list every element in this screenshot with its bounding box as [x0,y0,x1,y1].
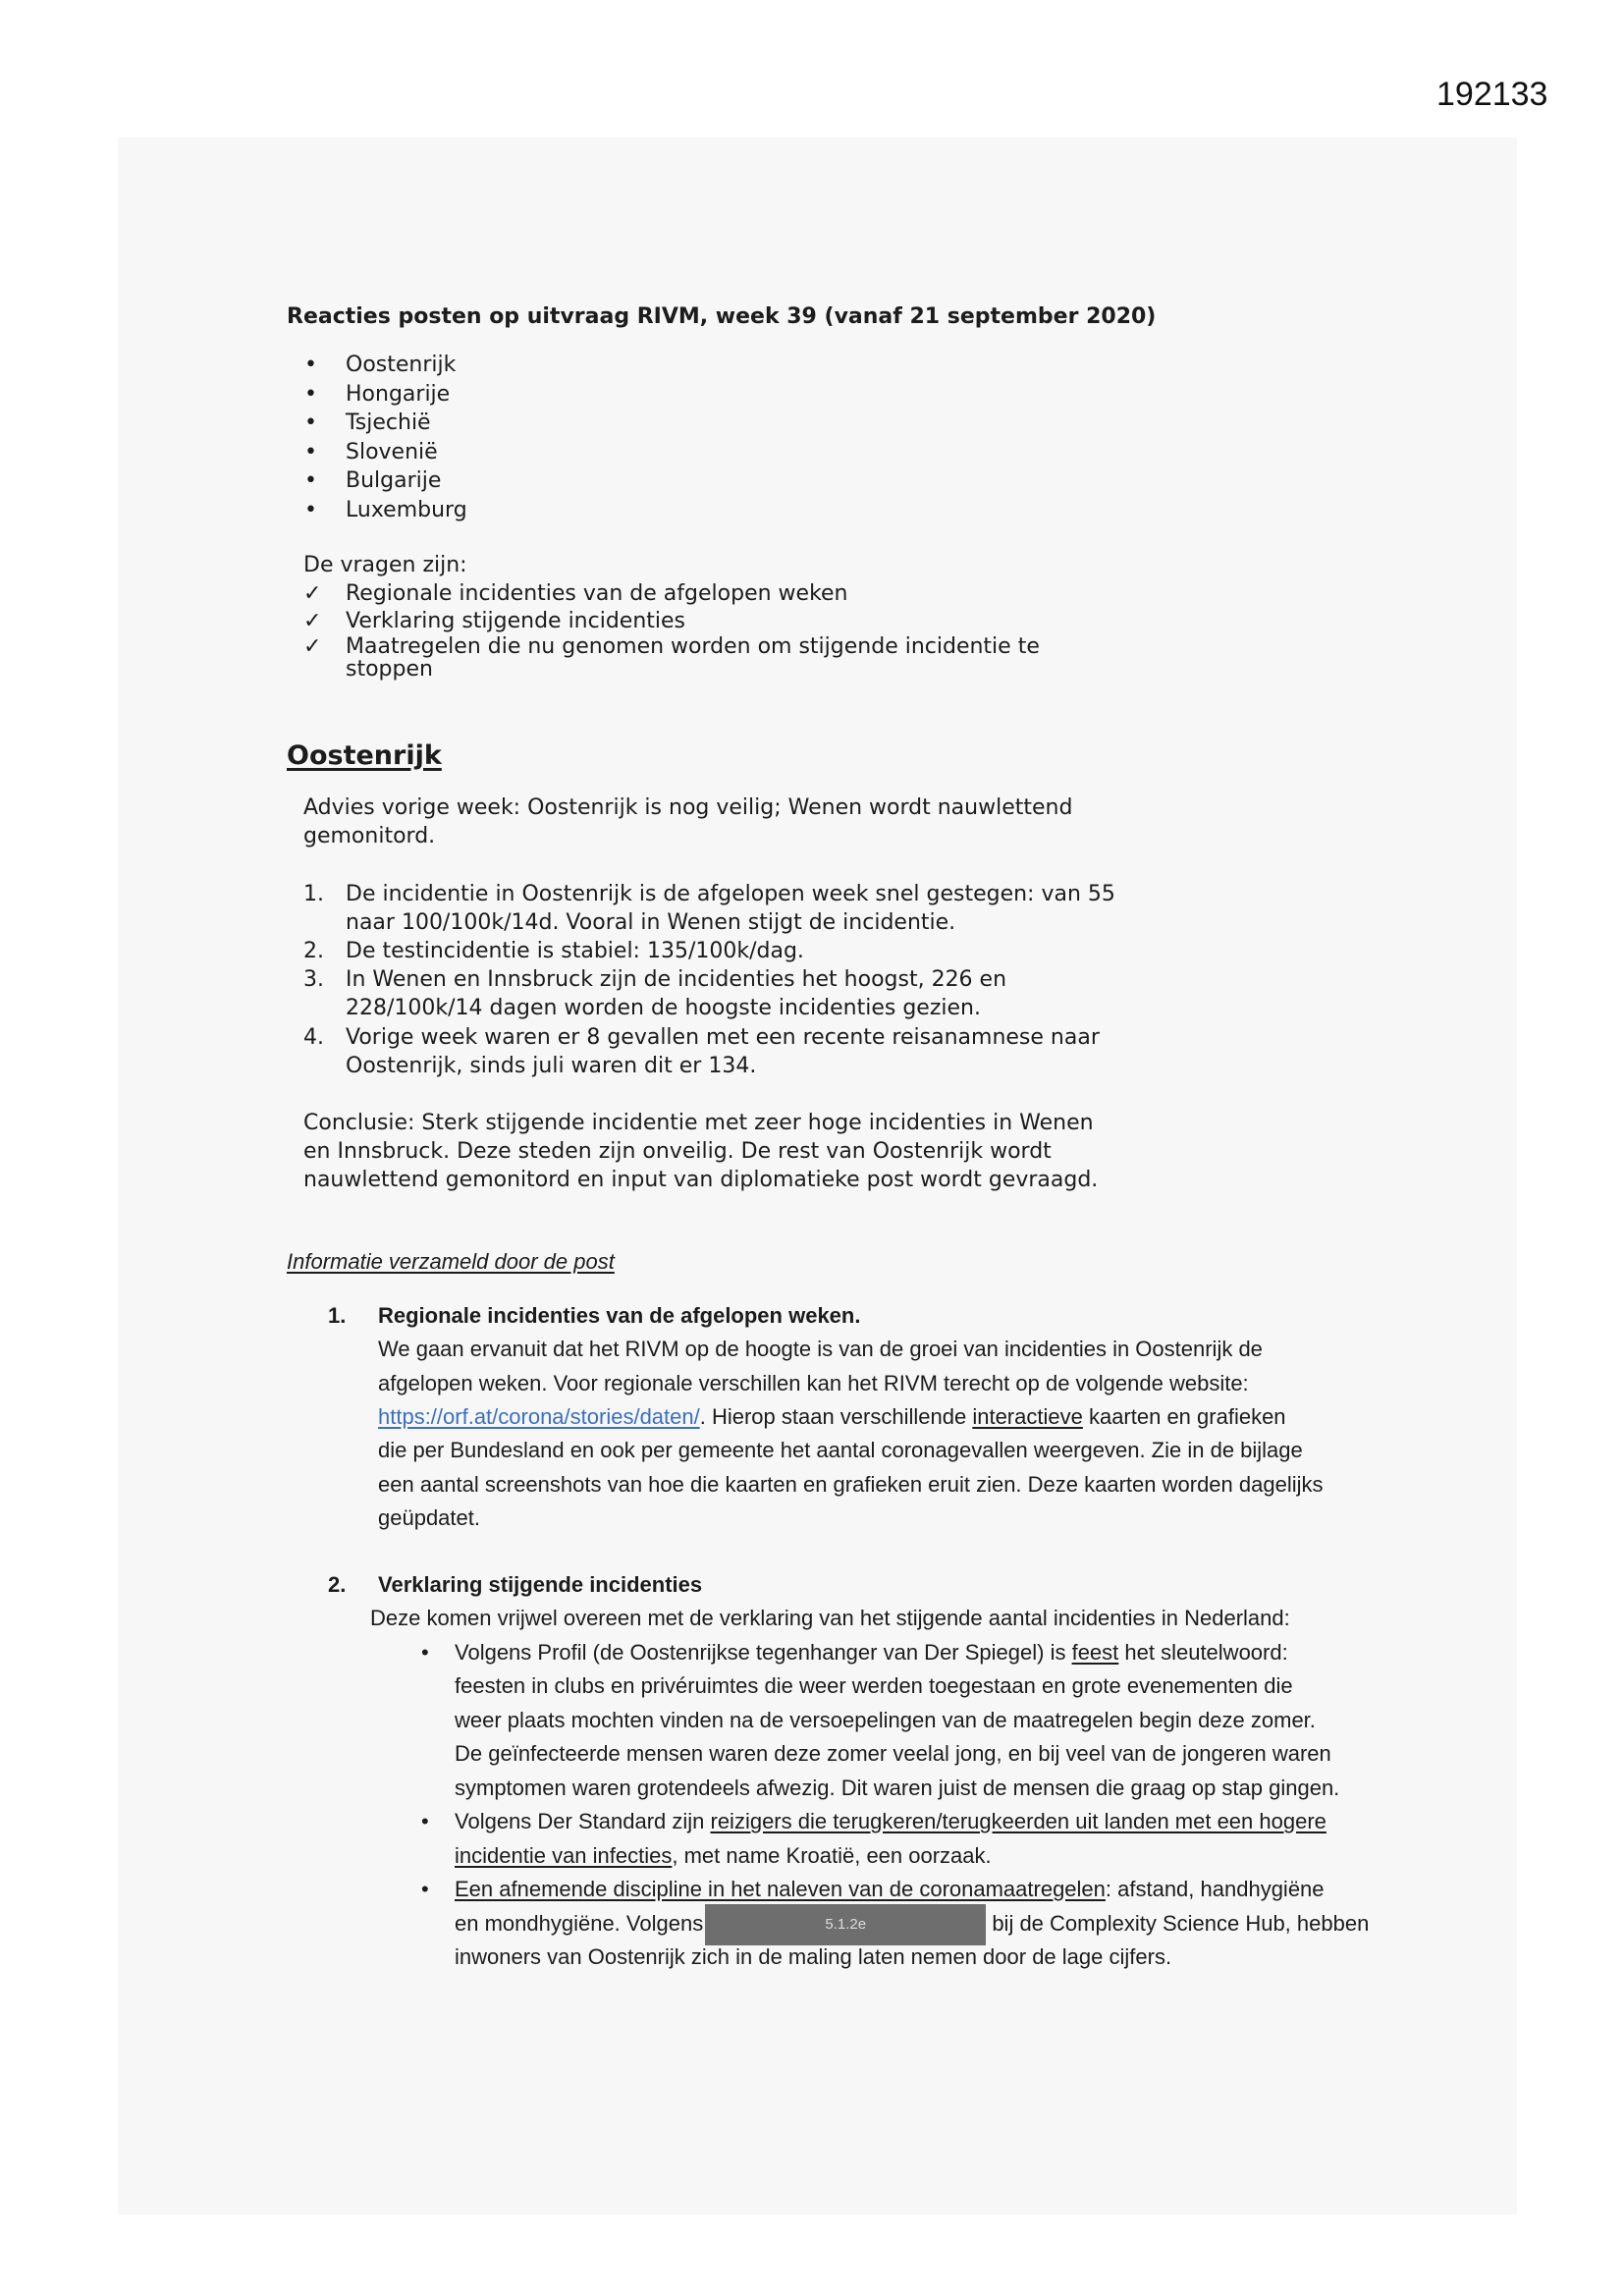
finding-text: In Wenen en Innsbruck zijn de incidenties het hoogst, 226 en [346,967,1007,993]
document-number: 192133 [1436,76,1548,113]
finding-number: 3. [303,967,324,993]
body-text: . Hierop staan verschillende [699,1404,973,1430]
question-text: Regionale incidenties van de afgelopen weken [346,581,848,606]
explanation-bullet [328,1636,1369,1806]
country-name: Slovenië [346,439,438,465]
section-number: 1. [328,1302,347,1328]
body-line: feesten in clubs en privéruimtes die weer werden toegestaan en grote evenementen die [455,1673,1293,1699]
bullet-icon [304,380,317,410]
finding-text: naar 100/100k/14d. Vooral in Wenen stijgt de incidentie. [346,909,956,935]
body-text: : afstand, handhygiëne [1105,1877,1325,1902]
questions-intro: De vragen zijn: [303,553,467,577]
post-section-explanation [328,1568,1369,1975]
body-line: die per Bundesland en ook per gemeente het aantal coronagevallen weergeven. Zie in de bijlage [378,1438,1303,1463]
country-item [303,496,467,525]
body-line: inwoners van Oostenrijk zich in de maling laten nemen door de lage cijfers. [455,1944,1172,1970]
finding-text: Oostenrijk, sinds juli waren dit er 134. [346,1053,757,1078]
section-title-row [328,1299,1324,1333]
body-line: symptomen waren grotendeels afwezig. Dit waren juist de mensen die graag op stap gingen. [455,1775,1340,1800]
body-text: , met name Kroatië, een oorzaak. [672,1842,992,1868]
checkmark-icon: ✓ [303,581,322,606]
country-name: Hongarije [346,381,451,407]
orf-corona-link[interactable]: https://orf.at/corona/stories/daten/ [378,1404,700,1430]
country-list [303,351,467,525]
section-title: Regionale incidenties van de afgelopen weken. [378,1302,861,1328]
bullet-icon [304,466,317,496]
bullet-icon [304,409,317,438]
finding-number: 4. [303,1024,324,1050]
section-number: 2. [328,1571,347,1597]
country-name: Oostenrijk [346,353,457,377]
conclusion-line: Conclusie: Sterk stijgende incidentie met zeer hoge incidenties in Wenen [303,1110,1094,1135]
checkmark-icon: ✓ [303,634,322,659]
question-text: stoppen [346,657,433,682]
underlined-text: feest [1071,1639,1119,1665]
conclusion-paragraph [303,1109,1098,1194]
question-item [303,635,1040,681]
finding-item [303,937,1115,965]
body-text: Volgens Profil (de Oostenrijkse tegenhanger van Der Spiegel) is [455,1639,1072,1665]
bullet-icon [421,1805,429,1839]
country-name: Tsjechië [346,410,431,436]
explanation-bullet [328,1805,1369,1873]
body-text: bij de Complexity Science Hub, hebben [986,1910,1370,1936]
body-line: geüpdatet. [378,1505,480,1531]
finding-text: De incidentie in Oostenrijk is de afgelopen week snel gestegen: van 55 [346,881,1115,906]
question-text: Maatregelen die nu genomen worden om stijgende incidentie te [346,634,1040,659]
advice-line: Advies vorige week: Oostenrijk is nog veilig; Wenen wordt nauwlettend [303,795,1073,820]
finding-number: 2. [303,938,324,963]
finding-text: De testincidentie is stabiel: 135/100k/dag. [346,938,804,963]
body-text: het sleutelwoord: [1118,1639,1288,1665]
bullet-icon [304,496,317,525]
post-info-heading: Informatie verzameld door de post [287,1249,615,1274]
post-section-regional [328,1299,1324,1536]
country-name: Luxemburg [346,497,467,522]
advice-paragraph [303,793,1072,850]
finding-item [303,965,1115,1022]
finding-number: 1. [303,881,324,906]
question-text: Verklaring stijgende incidenties [346,609,686,633]
question-item [303,608,1040,635]
body-text: kaarten en grafieken [1082,1404,1286,1430]
underlined-text: Een afnemende discipline in het naleven van de coronamaatregelen [455,1877,1106,1902]
findings-list [303,880,1115,1080]
body-text: en mondhygiëne. Volgens [455,1910,704,1936]
underlined-text: interactieve [972,1404,1083,1430]
section-intro: Deze komen vrijwel overeen met de verklaring van het stijgende aantal incidenties in Nederland: [370,1606,1290,1631]
body-line [378,1400,1324,1434]
finding-text: 228/100k/14 dagen worden de hoogste incidenties gezien. [346,996,981,1021]
underlined-text: reizigers die terugkeren/terugkeerden uit landen met een hogere [710,1809,1326,1834]
checkmark-icon: ✓ [303,609,322,633]
body-line: We gaan ervanuit dat het RIVM op de hoogte is van de groei van incidenties in Oostenrijk de [378,1337,1263,1362]
country-item [303,466,467,496]
conclusion-line: nauwlettend gemonitord en input van diplomatieke post wordt gevraagd. [303,1167,1099,1192]
body-line: De geïnfecteerde mensen waren deze zomer veelal jong, en bij veel van de jongeren waren [455,1741,1331,1767]
country-item [303,438,467,467]
document-title: Reacties posten op uitvraag RIVM, week 39 (vanaf 21 september 2020) [287,304,1157,329]
advice-line: gemonitord. [303,824,436,848]
body-line [455,1907,1369,1941]
conclusion-line: en Innsbruck. Deze steden zijn onveilig. De rest van Oostenrijk wordt [303,1138,1052,1164]
body-line [455,1839,1369,1874]
question-item [303,580,1040,608]
body-text: Volgens Der Standard zijn [455,1809,711,1834]
bullet-icon [421,1636,429,1670]
body-line: weer plaats mochten vinden na de versoepelingen van de maatregelen begin deze zomer. [455,1707,1316,1732]
underlined-text: incidentie van infecties [455,1842,673,1868]
section-title: Verklaring stijgende incidenties [378,1571,703,1597]
finding-text: Vorige week waren er 8 gevallen met een recente reisanamnese naar [346,1024,1100,1050]
body-line [455,1805,1369,1839]
body-line [455,1636,1369,1670]
country-item [303,351,467,380]
country-item [303,409,467,438]
section-body [328,1333,1324,1535]
section-title-row [328,1568,1369,1603]
bullet-icon [304,351,317,380]
body-line: een aantal screenshots van hoe die kaarten en grafieken eruit zien. Deze kaarten worden dagelijks [378,1471,1324,1497]
country-item [303,380,467,410]
redaction-box: 5.1.2e [705,1904,986,1945]
section-heading-austria: Oostenrijk [287,740,442,771]
explanation-bullet [328,1873,1369,1975]
body-line [455,1873,1369,1907]
questions-block [303,551,1040,681]
finding-item [303,880,1115,937]
body-line: afgelopen weken. Voor regionale verschillen kan het RIVM terecht op de volgende website: [378,1370,1249,1395]
bullet-icon [304,438,317,467]
bullet-icon [421,1873,429,1907]
finding-item [303,1023,1115,1080]
country-name: Bulgarije [346,468,442,494]
